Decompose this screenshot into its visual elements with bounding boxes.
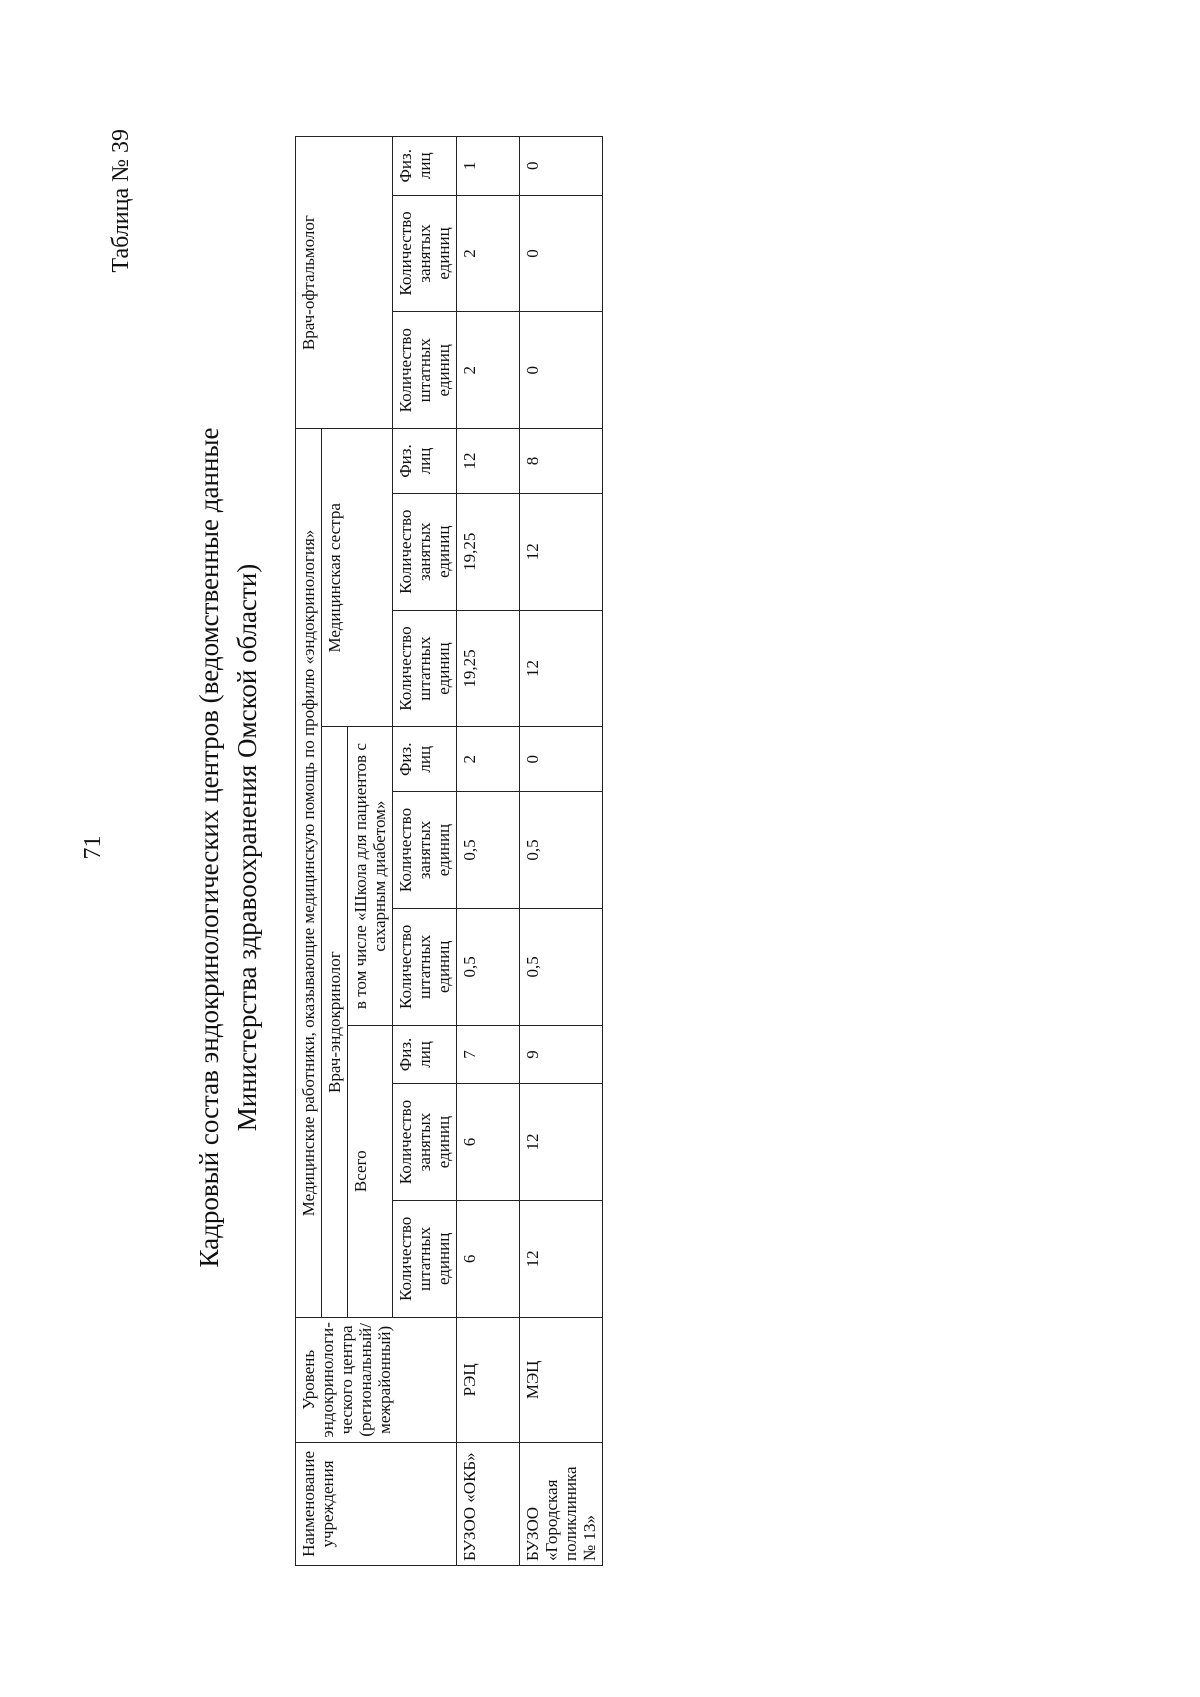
page-number: 71 xyxy=(80,835,106,860)
header-occupied-units: Количество занятых единиц xyxy=(393,792,457,909)
table-cell: 0,5 xyxy=(457,792,520,909)
header-total: Всего xyxy=(348,1025,393,1317)
table-row xyxy=(457,137,520,1566)
table-cell: 12 xyxy=(520,1200,603,1317)
table-cell: 19,25 xyxy=(457,610,520,727)
table-cell: 0 xyxy=(520,312,603,429)
header-persons: Физ. лиц xyxy=(393,137,457,196)
header-staff-units: Количество штатных единиц xyxy=(393,312,457,429)
table-cell: 6 xyxy=(457,1200,520,1317)
header-nurse: Медицинская сестра xyxy=(322,429,393,727)
header-occupied-units: Количество занятых единиц xyxy=(393,493,457,610)
title-line-2: Министерства здравоохранения Омской области) xyxy=(232,563,262,1132)
staff-table xyxy=(295,136,603,1566)
table-cell: 12 xyxy=(520,493,603,610)
table-cell: 1 xyxy=(457,137,520,196)
header-occupied-units: Количество занятых единиц xyxy=(393,195,457,312)
table-label: Таблица № 39 xyxy=(108,129,134,273)
table-cell: 0 xyxy=(520,137,603,196)
header-staff-units: Количество штатных единиц xyxy=(393,1200,457,1317)
header-school: в том числе «Школа для пациентов с сахарным диабетом» xyxy=(348,727,393,1025)
table-cell: 12 xyxy=(457,429,520,494)
header-staff-units: Количество штатных единиц xyxy=(393,908,457,1025)
center-level: РЭЦ xyxy=(457,1317,520,1442)
table-cell: 0,5 xyxy=(520,792,603,909)
institution-name: БУЗОО «Городская поликлиника № 13» xyxy=(520,1442,603,1565)
document-title xyxy=(190,0,266,1696)
header-persons: Физ. лиц xyxy=(393,727,457,792)
institution-name: БУЗОО «ОКБ» xyxy=(457,1442,520,1565)
table-cell: 0 xyxy=(520,195,603,312)
header-endocrinologist: Врач-эндокринолог xyxy=(322,727,348,1317)
table-cell: 7 xyxy=(457,1025,520,1083)
header-medical-workers: Медицинские работники, оказывающие медицинскую помощь по профилю «эндокринология» xyxy=(296,429,322,1318)
header-staff-units: Количество штатных единиц xyxy=(393,610,457,727)
table-cell: 0,5 xyxy=(520,908,603,1025)
table-cell: 8 xyxy=(520,429,603,494)
table-cell: 12 xyxy=(520,610,603,727)
center-level: МЭЦ xyxy=(520,1317,603,1442)
table-cell: 2 xyxy=(457,195,520,312)
table-cell: 0 xyxy=(520,727,603,792)
header-name: Наименование учреждения xyxy=(296,1442,457,1565)
table-cell: 19,25 xyxy=(457,493,520,610)
header-ophthalmologist: Врач-офтальмолог xyxy=(296,137,393,429)
title-line-1: Кадровый состав эндокринологических центров (ведомственные данные xyxy=(194,427,224,1268)
table-cell: 2 xyxy=(457,312,520,429)
table-cell: 6 xyxy=(457,1084,520,1201)
table-cell: 2 xyxy=(457,727,520,792)
table-cell: 9 xyxy=(520,1025,603,1083)
table-row xyxy=(520,137,603,1566)
header-persons: Физ. лиц xyxy=(393,429,457,494)
table-cell: 12 xyxy=(520,1084,603,1201)
table-cell: 0,5 xyxy=(457,908,520,1025)
header-occupied-units: Количество занятых единиц xyxy=(393,1084,457,1201)
header-persons: Физ. лиц xyxy=(393,1025,457,1083)
header-level: Уровень эндокринологи-ческого центра (региональный/ межрайонный) xyxy=(296,1317,457,1442)
